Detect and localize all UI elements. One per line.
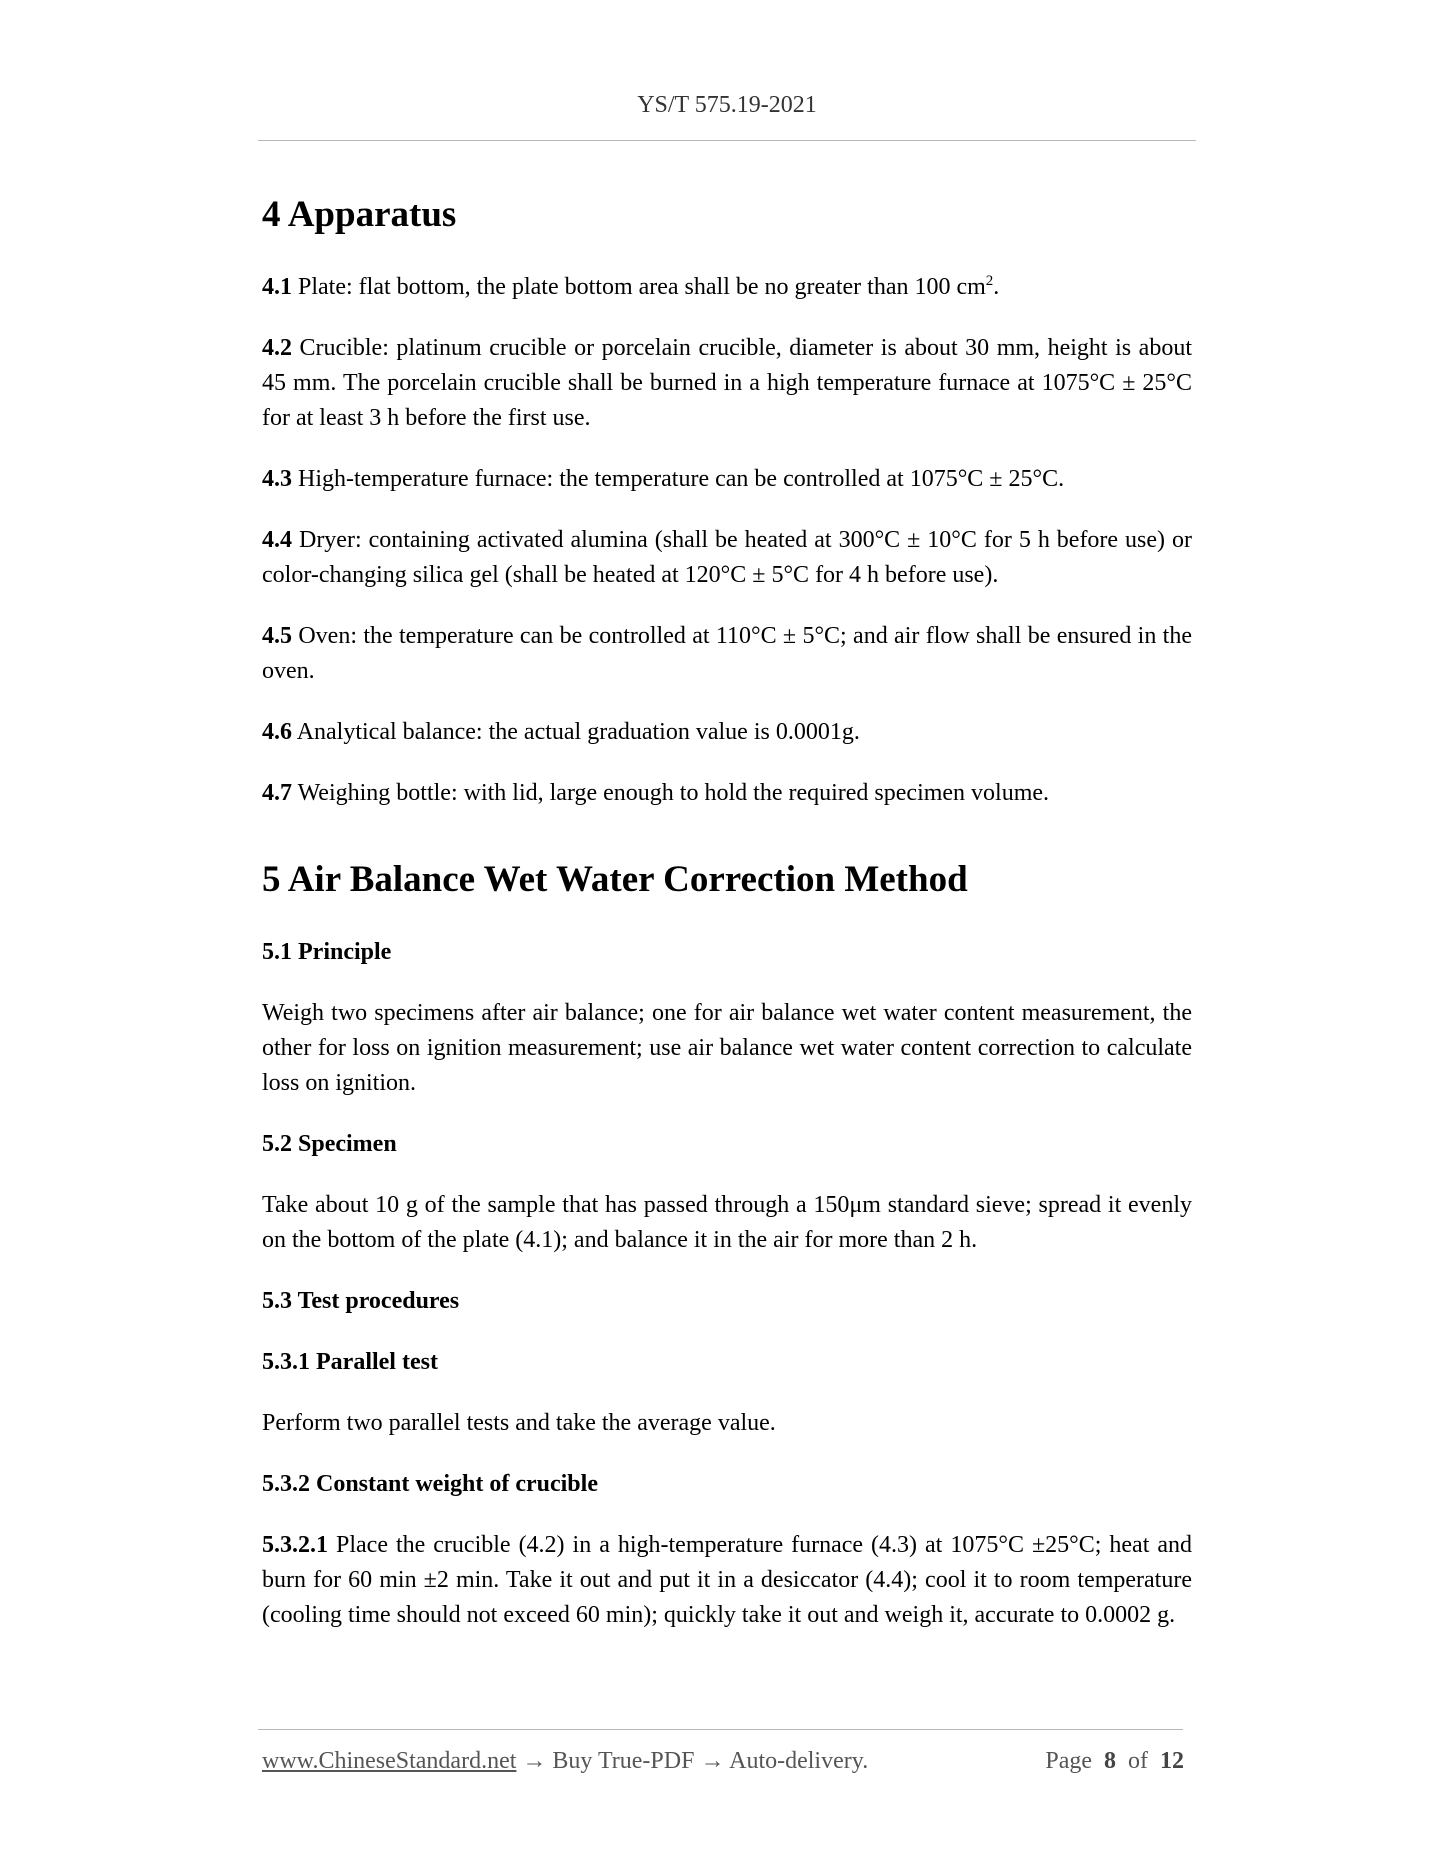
principle-text: Weigh two specimens after air balance; one for air balance wet water content measurement, the other for loss on ignition measurement; use air balance wet water content correction to calculate loss on ignition. (262, 1000, 1192, 1096)
item-5-3-2-1 (262, 1528, 1192, 1633)
item-text: Dryer: containing activated alumina (shall be heated at 300°C ± 10°C for 5 h before use) or color-changing silica gel (shall be heated at 120°C ± 5°C for 4 h before use). (262, 527, 1193, 588)
item-4-4 (262, 523, 1192, 593)
procedures-heading: 5.3 Test procedures (262, 1288, 460, 1314)
item-4-6 (262, 715, 1192, 750)
page-footer (262, 1748, 1184, 1784)
item-text: Crucible: platinum crucible or porcelain crucible, diameter is about 30 mm, height is about 45 mm. The porcelain crucible shall be burned in a high temperature furnace at 1075°C ± 25°C for at least 3 h before the first use. (262, 335, 1192, 431)
item-text: Place the crucible (4.2) in a high-temperature furnace (4.3) at 1075°C ±25°C; heat and burn for 60 min ±2 min. Take it out and put it in a desiccator (4.4); cool it to room temperature (cooling time should not exceed 60 min); quickly take it out and weigh it, accurate to 0.0002 g. (262, 1532, 1193, 1628)
website-link[interactable]: www.ChineseStandard.net (262, 1748, 517, 1774)
document-header (258, 92, 1196, 119)
item-number: 4.7 (262, 780, 292, 806)
item-text: Weighing bottle: with lid, large enough to hold the required specimen volume. (297, 780, 1050, 806)
item-4-2 (262, 331, 1192, 436)
page-number (1045, 1748, 1184, 1775)
item-number: 5.3.2.1 (262, 1532, 328, 1558)
item-4-1 (262, 270, 1192, 305)
item-text-tail: . (993, 274, 1000, 300)
item-number: 4.3 (262, 466, 292, 492)
parallel-test-text: Perform two parallel tests and take the average value. (262, 1410, 776, 1436)
footer-tagline: → Buy True-PDF → Auto-delivery. (516, 1748, 869, 1774)
item-number: 4.2 (262, 335, 292, 361)
footer-divider (258, 1729, 1183, 1730)
item-number: 4.6 (262, 719, 292, 745)
item-4-7 (262, 776, 1192, 811)
page-current: 8 (1104, 1748, 1116, 1774)
parallel-test-heading: 5.3.1 Parallel test (262, 1349, 438, 1375)
page-total: 12 (1160, 1748, 1184, 1774)
item-number: 4.1 (262, 274, 292, 300)
of-label: of (1128, 1748, 1148, 1774)
section-5-heading: 5 Air Balance Wet Water Correction Method (262, 859, 968, 900)
specimen-heading: 5.2 Specimen (262, 1131, 397, 1157)
footer-left (262, 1748, 868, 1775)
item-text: Oven: the temperature can be controlled at 110°C ± 5°C; and air flow shall be ensured in the oven. (262, 623, 1192, 684)
principle-heading: 5.1 Principle (262, 939, 392, 965)
item-number: 4.4 (262, 527, 292, 553)
item-number: 4.5 (262, 623, 292, 649)
standard-number: YS/T 575.19-2021 (637, 92, 817, 118)
item-text: High-temperature furnace: the temperature can be controlled at 1075°C ± 25°C. (298, 466, 1065, 492)
superscript: 2 (985, 273, 994, 289)
constant-weight-heading: 5.3.2 Constant weight of crucible (262, 1471, 598, 1497)
specimen-text: Take about 10 g of the sample that has passed through a 150μm standard sieve; spread it evenly on the bottom of the plate (4.1); and balance it in the air for more than 2 h. (262, 1192, 1192, 1253)
section-4-heading: 4 Apparatus (262, 194, 457, 235)
header-divider (258, 140, 1196, 141)
item-text: Analytical balance: the actual graduation value is 0.0001g. (296, 719, 860, 745)
item-4-5 (262, 619, 1192, 689)
item-text: Plate: flat bottom, the plate bottom area shall be no greater than 100 cm (298, 274, 986, 300)
page-content (262, 192, 1192, 1633)
item-4-3 (262, 462, 1192, 497)
page-label: Page (1045, 1748, 1092, 1774)
